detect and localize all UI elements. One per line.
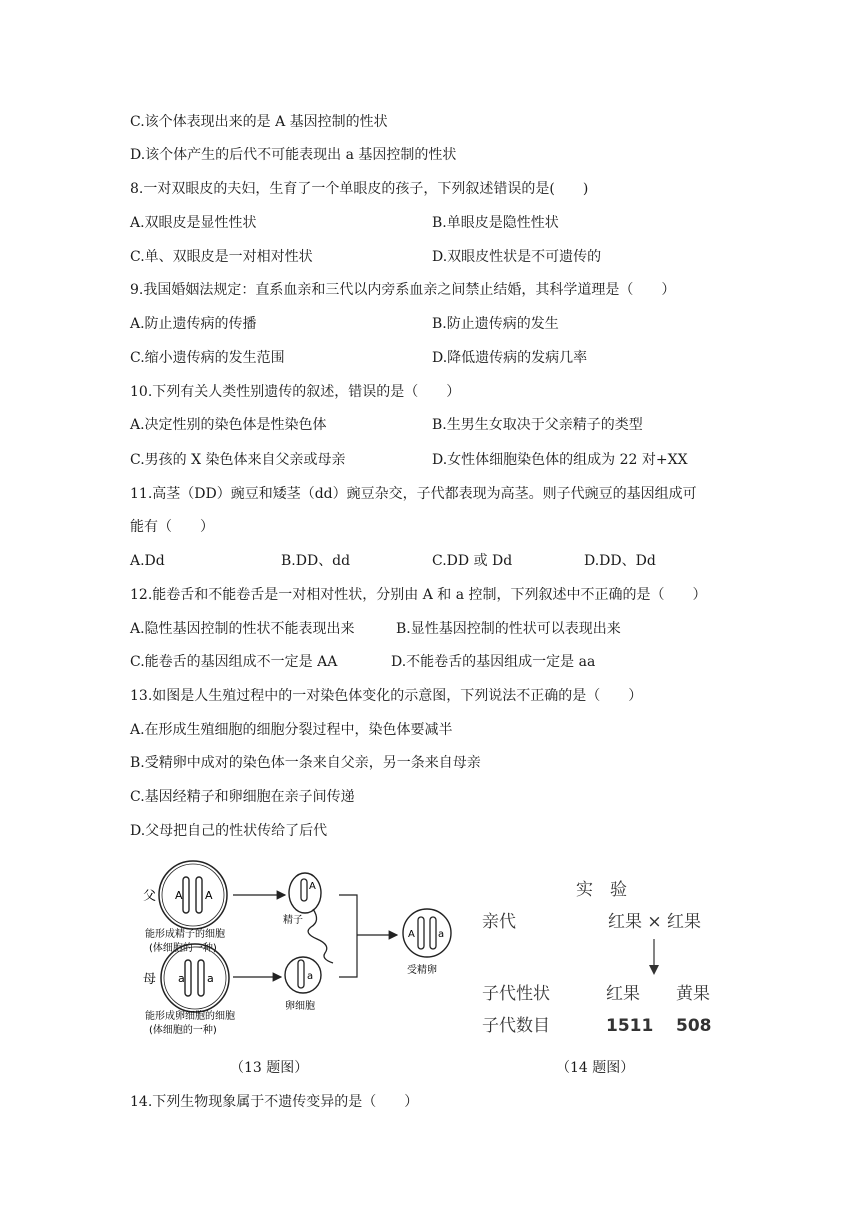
- q12-option-d: D.不能卷舌的基因组成一定是 aa: [391, 654, 596, 670]
- q11-stem: 11.高茎（DD）豌豆和矮茎（dd）豌豆杂交，子代都表现为高茎。则子代豌豆的基因组成可: [130, 486, 697, 502]
- sperm-label: 精子: [283, 915, 303, 926]
- fig13-chromosome-diagram: [135, 855, 470, 1045]
- zygote-label: 受精卵: [407, 965, 437, 976]
- egg-cell-label: 能形成卵细胞的细胞: [145, 1011, 235, 1022]
- q12-option-a: A.隐性基因控制的性状不能表现出来: [130, 621, 355, 637]
- fig14-caption: （14 题图）: [556, 1060, 635, 1076]
- q11-option-d: D.DD、Dd: [584, 553, 656, 569]
- q11-option-a: A.Dd: [130, 553, 165, 569]
- sperm-producing-cell: [159, 861, 227, 929]
- q13-option-a: A.在形成生殖细胞的细胞分裂过程中，染色体要减半: [130, 722, 453, 738]
- egg-producing-cell: [161, 944, 229, 1012]
- q10-stem: 10.下列有关人类性别遗传的叙述，错误的是（ ）: [130, 384, 461, 400]
- q8-option-b: B.单眼皮是隐性性状: [432, 215, 559, 231]
- q8-option-d: D.双眼皮性状是不可遗传的: [432, 249, 602, 265]
- zygote-icon: [403, 909, 451, 957]
- parent-cross: 红果 × 红果: [608, 912, 702, 932]
- egg-cell-note: (体细胞的一种): [149, 1025, 217, 1036]
- svg-text:A: A: [205, 889, 213, 902]
- q12-option-b: B.显性基因控制的性状可以表现出来: [396, 621, 621, 637]
- q10-option-c: C.男孩的 X 染色体来自父亲或母亲: [130, 452, 346, 468]
- q9-stem: 9.我国婚姻法规定：直系血亲和三代以内旁系血亲之间禁止结婚，其科学道理是（ ）: [130, 282, 676, 298]
- father-label: 父: [143, 889, 157, 904]
- egg-cell-icon: [285, 957, 321, 993]
- trait-red: 红果: [606, 984, 640, 1004]
- egg-label: 卵细胞: [285, 1001, 315, 1012]
- svg-text:A: A: [408, 929, 415, 940]
- q12-option-c: C.能卷舌的基因组成不一定是 AA: [130, 654, 338, 670]
- merge-bracket: [339, 895, 357, 977]
- fig14-experiment: [470, 865, 730, 1045]
- q10-option-d: D.女性体细胞染色体的组成为 22 对+XX: [432, 452, 688, 468]
- q12-stem: 12.能卷舌和不能卷舌是一对相对性状，分别由 A 和 a 控制，下列叙述中不正确的是（ ）: [130, 587, 707, 603]
- q8-option-a: A.双眼皮是显性性状: [130, 215, 257, 231]
- q10-option-b: B.生男生女取决于父亲精子的类型: [432, 417, 643, 433]
- sperm-cell-label: 能形成精子的细胞: [145, 929, 225, 940]
- q9-option-c: C.缩小遗传病的发生范围: [130, 350, 285, 366]
- q13-option-c: C.基因经精子和卵细胞在亲子间传递: [130, 789, 355, 805]
- q11-option-c: C.DD 或 Dd: [432, 553, 513, 569]
- q13-option-b: B.受精卵中成对的染色体一条来自父亲，另一条来自母亲: [130, 755, 481, 771]
- experiment-title: 实 验: [576, 880, 627, 900]
- count-yellow: 508: [676, 1016, 712, 1036]
- q9-option-b: B.防止遗传病的发生: [432, 316, 559, 332]
- q13-option-d: D.父母把自己的性状传给了后代: [130, 823, 328, 839]
- mother-label: 母: [143, 972, 157, 987]
- fig13-caption: （13 题图）: [230, 1060, 309, 1076]
- q8-stem: 8.一对双眼皮的夫妇，生育了一个单眼皮的孩子，下列叙述错误的是( ): [130, 181, 589, 197]
- svg-text:a: a: [207, 972, 214, 985]
- parent-label: 亲代: [482, 912, 516, 932]
- q13-stem: 13.如图是人生殖过程中的一对染色体变化的示意图，下列说法不正确的是（ ）: [130, 688, 643, 704]
- svg-text:a: a: [438, 929, 445, 940]
- down-arrow-icon: [649, 965, 659, 975]
- q7-option-c: C.该个体表现出来的是 A 基因控制的性状: [130, 114, 388, 130]
- q9-option-a: A.防止遗传病的传播: [130, 316, 257, 332]
- trait-yellow: 黄果: [676, 984, 710, 1004]
- svg-text:A: A: [175, 889, 183, 902]
- svg-text:a: a: [307, 971, 314, 982]
- q14-stem: 14.下列生物现象属于不遗传变异的是（ ）: [130, 1094, 419, 1110]
- q10-option-a: A.决定性别的染色体是性染色体: [130, 417, 327, 433]
- q9-option-d: D.降低遗传病的发病几率: [432, 350, 588, 366]
- q11-option-b: B.DD、dd: [281, 553, 351, 569]
- svg-text:a: a: [178, 972, 185, 985]
- count-red: 1511: [606, 1016, 654, 1036]
- offspring-trait-label: 子代性状: [482, 984, 550, 1004]
- q11-stem-cont: 能有（ ）: [130, 519, 214, 535]
- offspring-count-label: 子代数目: [482, 1016, 550, 1036]
- svg-text:A: A: [309, 881, 316, 892]
- q8-option-c: C.单、双眼皮是一对相对性状: [130, 249, 313, 265]
- sperm-cell-note: (体细胞的一种): [149, 943, 217, 954]
- q7-option-d: D.该个体产生的后代不可能表现出 a 基因控制的性状: [130, 147, 457, 163]
